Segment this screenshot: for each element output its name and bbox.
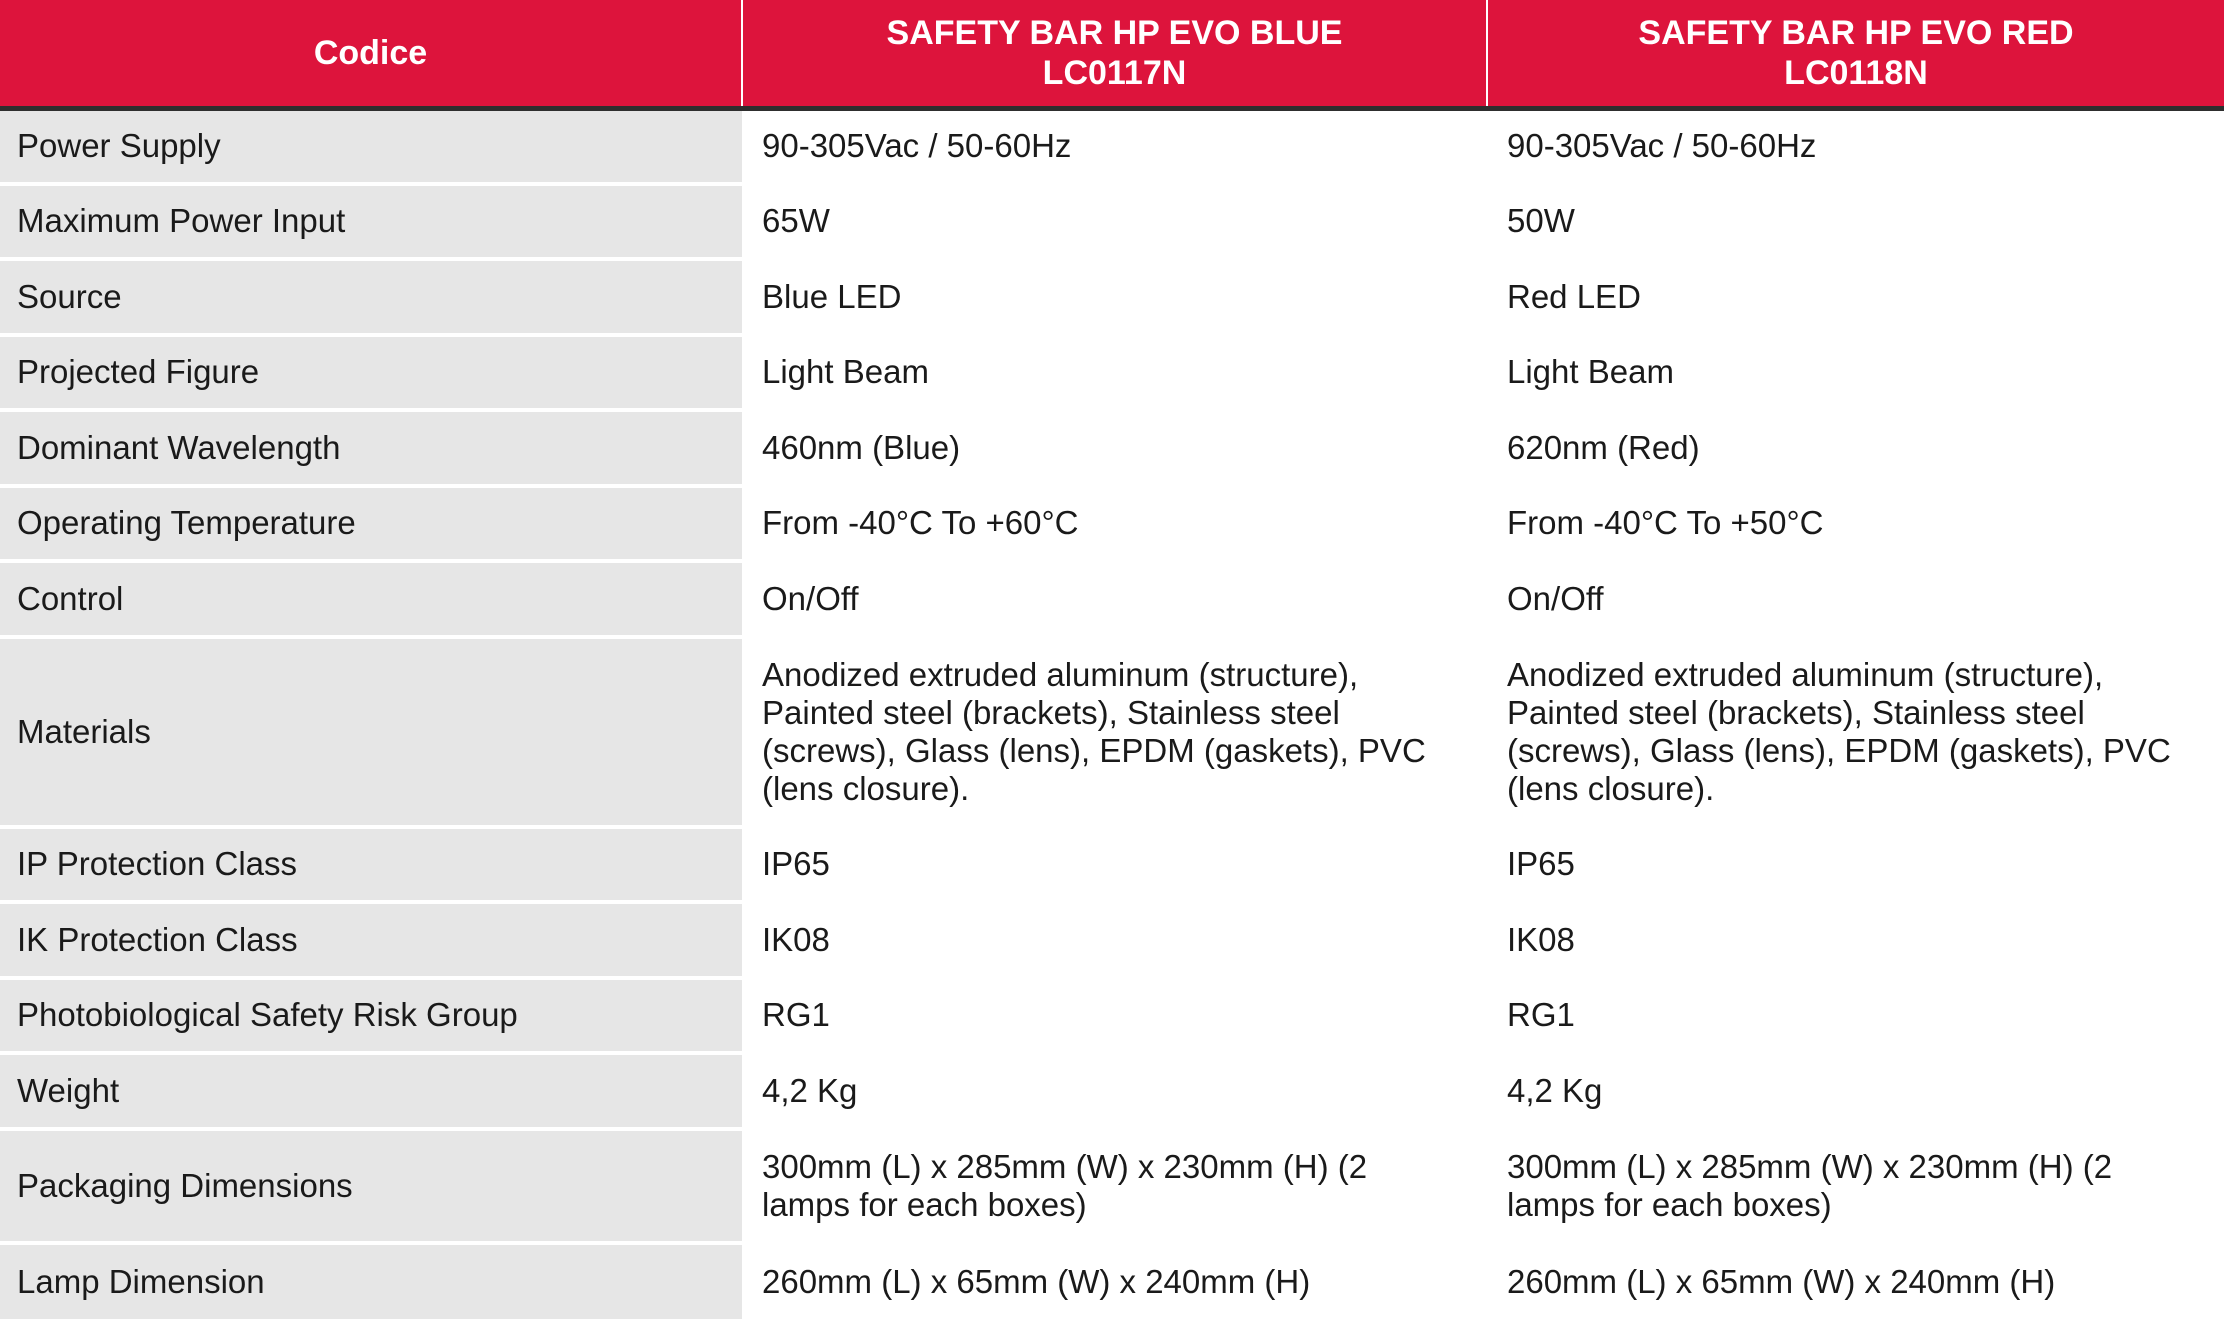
- table-row: [0, 108, 2224, 184]
- row-value-blue: IP65: [742, 827, 1487, 903]
- table-row: [0, 410, 2224, 486]
- row-value-blue: 260mm (L) x 65mm (W) x 240mm (H): [742, 1243, 1487, 1319]
- row-label: Power Supply: [0, 108, 742, 184]
- table-row: [0, 561, 2224, 637]
- table-row: [0, 978, 2224, 1054]
- row-value-blue: IK08: [742, 902, 1487, 978]
- row-value-blue: RG1: [742, 978, 1487, 1054]
- header-product-blue: [742, 0, 1487, 108]
- table-row: [0, 902, 2224, 978]
- product-name: SAFETY BAR HP EVO BLUE: [886, 13, 1343, 52]
- table-header: [0, 0, 2224, 108]
- row-label: Photobiological Safety Risk Group: [0, 978, 742, 1054]
- row-value-red: 620nm (Red): [1487, 410, 2224, 486]
- table-row: [0, 1243, 2224, 1319]
- row-value-red: IK08: [1487, 902, 2224, 978]
- row-label: Weight: [0, 1053, 742, 1129]
- row-label: Dominant Wavelength: [0, 410, 742, 486]
- table-row: [0, 259, 2224, 335]
- row-label: IK Protection Class: [0, 902, 742, 978]
- row-value-red: Light Beam: [1487, 335, 2224, 411]
- row-value-red: RG1: [1487, 978, 2224, 1054]
- row-value-red: Anodized extruded aluminum (structure), Painted steel (brackets), Stainless steel (screws), Glass (lens), EPDM (gaskets), PVC (lens closure).: [1487, 637, 2224, 827]
- row-label: Packaging Dimensions: [0, 1129, 742, 1243]
- row-value-red: Red LED: [1487, 259, 2224, 335]
- product-code: LC0118N: [1784, 53, 1928, 92]
- row-value-blue: 300mm (L) x 285mm (W) x 230mm (H) (2 lamps for each boxes): [742, 1129, 1487, 1243]
- row-value-blue: Light Beam: [742, 335, 1487, 411]
- header-label-text: Codice: [313, 33, 428, 72]
- table-body: [0, 108, 2224, 1319]
- header-product-red: [1487, 0, 2224, 108]
- row-label: Source: [0, 259, 742, 335]
- header-label-column: [0, 0, 742, 108]
- table-row: [0, 1053, 2224, 1129]
- header-row: [0, 0, 2224, 108]
- product-code: LC0117N: [1042, 53, 1187, 92]
- row-value-red: 50W: [1487, 184, 2224, 260]
- row-value-red: 260mm (L) x 65mm (W) x 240mm (H): [1487, 1243, 2224, 1319]
- row-label: Operating Temperature: [0, 486, 742, 562]
- table-row: [0, 827, 2224, 903]
- table-row: [0, 486, 2224, 562]
- row-value-red: On/Off: [1487, 561, 2224, 637]
- row-label: Materials: [0, 637, 742, 827]
- row-value-blue: Anodized extruded aluminum (structure), Painted steel (brackets), Stainless steel (screws), Glass (lens), EPDM (gaskets), PVC (lens closure).: [742, 637, 1487, 827]
- row-value-red: 90-305Vac / 50-60Hz: [1487, 108, 2224, 184]
- row-value-red: From -40°C To +50°C: [1487, 486, 2224, 562]
- row-label: Control: [0, 561, 742, 637]
- row-value-blue: On/Off: [742, 561, 1487, 637]
- row-value-blue: 4,2 Kg: [742, 1053, 1487, 1129]
- row-value-blue: 90-305Vac / 50-60Hz: [742, 108, 1487, 184]
- table-row: [0, 184, 2224, 260]
- row-value-red: 4,2 Kg: [1487, 1053, 2224, 1129]
- row-value-blue: 65W: [742, 184, 1487, 260]
- row-value-blue: Blue LED: [742, 259, 1487, 335]
- row-value-blue: 460nm (Blue): [742, 410, 1487, 486]
- table-row: [0, 335, 2224, 411]
- product-name: SAFETY BAR HP EVO RED: [1638, 13, 2074, 52]
- row-label: Lamp Dimension: [0, 1243, 742, 1319]
- row-label: IP Protection Class: [0, 827, 742, 903]
- row-label: Projected Figure: [0, 335, 742, 411]
- table-row: [0, 637, 2224, 827]
- row-value-red: IP65: [1487, 827, 2224, 903]
- table-row: [0, 1129, 2224, 1243]
- row-value-blue: From -40°C To +60°C: [742, 486, 1487, 562]
- row-value-red: 300mm (L) x 285mm (W) x 230mm (H) (2 lamps for each boxes): [1487, 1129, 2224, 1243]
- row-label: Maximum Power Input: [0, 184, 742, 260]
